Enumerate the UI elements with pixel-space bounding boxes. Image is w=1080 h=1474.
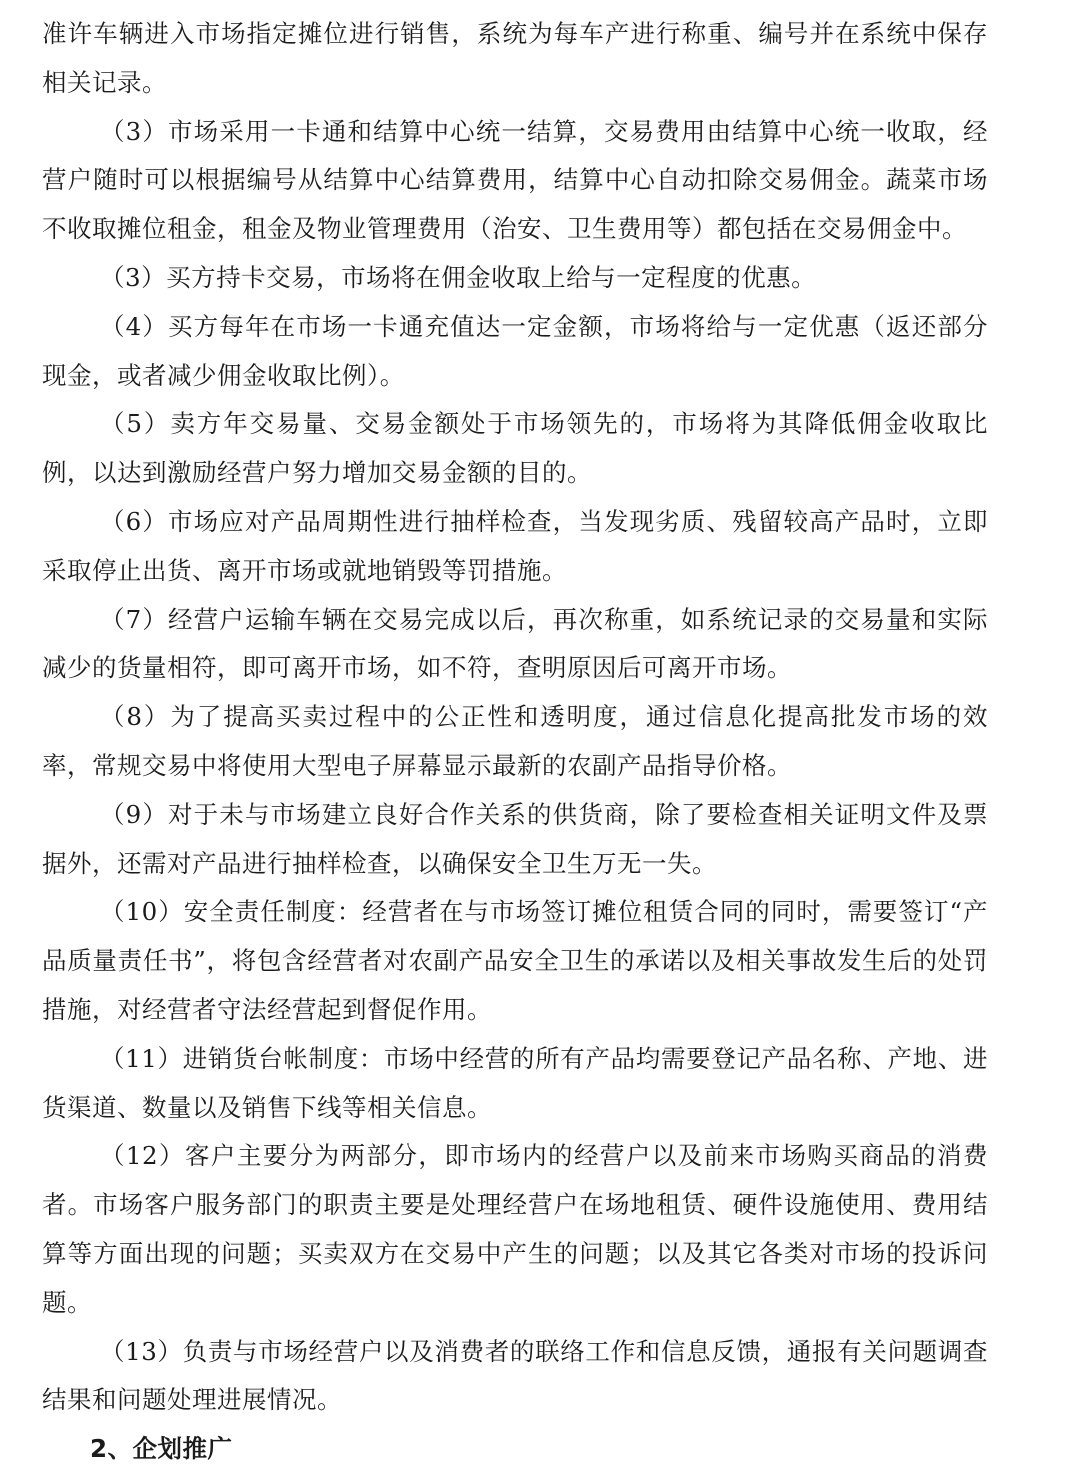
paragraph-item-7: （7）经营户运输车辆在交易完成以后，再次称重，如系统记录的交易量和实际减少的货量相符，即可离开市场，如不符，查明原因后可离开市场。	[42, 604, 988, 683]
paragraph-item-6: （6）市场应对产品周期性进行抽样检查，当发现劣质、残留较高产品时，立即采取停止出货、离开市场或就地销毁等罚措施。	[42, 506, 988, 585]
paragraph-item-10: （10）安全责任制度：经营者在与市场签订摊位租赁合同的同时，需要签订“产品质量责任书”，将包含经营者对农副产品安全卫生的承诺以及相关事故发生后的处罚措施，对经营者守法经营起到督促作用。	[42, 897, 988, 1024]
paragraph-item-11: （11）进销货台帐制度：市场中经营的所有产品均需要登记产品名称、产地、进货渠道、数量以及销售下线等相关信息。	[42, 1043, 988, 1122]
paragraph-item-12: （12）客户主要分为两部分，即市场内的经营户以及前来市场购买商品的消费者。市场客户服务部门的职责主要是处理经营户在场地租赁、硬件设施使用、费用结算等方面出现的问题；买卖双方在交易中产生的问题；以及其它各类对市场的投诉问题。	[42, 1141, 988, 1317]
section-heading: 2、企划推广	[90, 1434, 233, 1464]
paragraph-item-8: （8）为了提高买卖过程中的公正性和透明度，通过信息化提高批发市场的效率，常规交易中将使用大型电子屏幕显示最新的农副产品指导价格。	[42, 702, 988, 780]
paragraph-item-3-settlement: （3）市场采用一卡通和结算中心统一结算，交易费用由结算中心统一收取，经营户随时可以根据编号从结算中心结算费用，结算中心自动扣除交易佣金。蔬菜市场不收取摊位租金，租金及物业管理费用（治安、卫生费用等）都包括在交易佣金中。	[42, 116, 988, 244]
paragraph-item-13: （13）负责与市场经营户以及消费者的联络工作和信息反馈，通报有关问题调查结果和问题处理进展情况。	[42, 1336, 988, 1415]
paragraph-item-4: （4）买方每年在市场一卡通充值达一定金额，市场将给与一定优惠（返还部分现金，或者减少佣金收取比例）。	[42, 311, 988, 390]
paragraph-continuation: 准许车辆进入市场指定摊位进行销售，系统为每车产进行称重、编号并在系统中保存相关记录。	[42, 19, 988, 97]
paragraph-item-5: （5）卖方年交易量、交易金额处于市场领先的，市场将为其降低佣金收取比例，以达到激励经营户努力增加交易金额的目的。	[42, 409, 988, 488]
paragraph-item-3-card-discount: （3）买方持卡交易，市场将在佣金收取上给与一定程度的优惠。	[100, 262, 817, 292]
paragraph-item-9: （9）对于未与市场建立良好合作关系的供货商，除了要检查相关证明文件及票据外，还需对产品进行抽样检查，以确保安全卫生万无一失。	[42, 799, 988, 878]
